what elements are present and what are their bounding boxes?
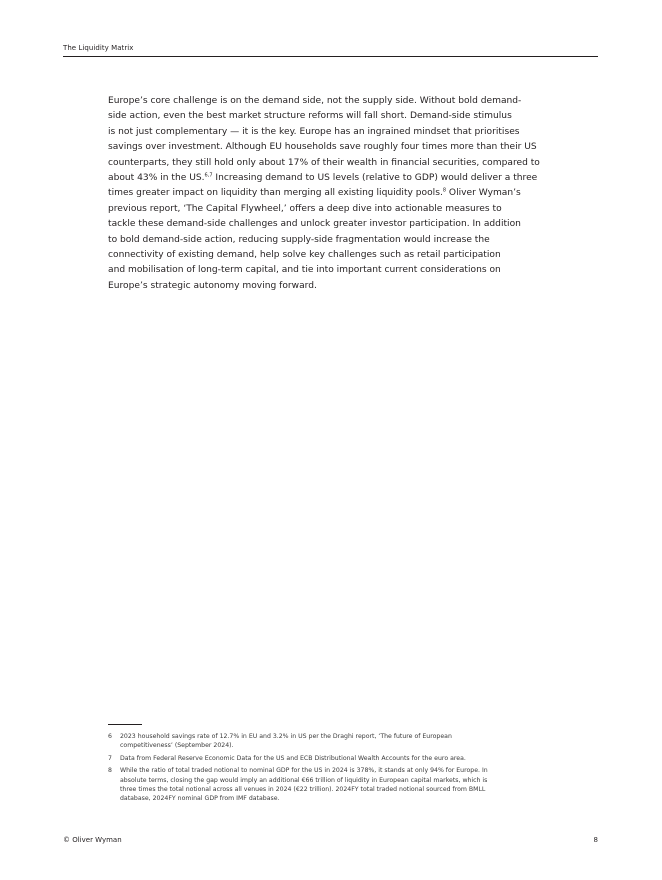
footnote-line: absolute terms, closing the gap would imply an additional €66 trillion of liquidity in European capital markets, which is [120, 776, 488, 784]
body-line: previous report, ‘The Capital Flywheel,’ offers a deep dive into actionable measures to [108, 203, 502, 214]
body-line-part: Increasing demand to US levels (relative to GDP) would deliver a three [212, 173, 538, 184]
page-number: 8 [593, 836, 598, 844]
body-line: tackle these demand-side challenges and unlock greater investor participation. In addition [108, 219, 521, 230]
body-line-with-ref [108, 186, 553, 201]
footnote-ref-8[interactable]: 8 [442, 187, 447, 194]
footnote-line: While the ratio of total traded notional to nominal GDP for the US in 2024 is 378%, it stands at only 94% for Europe. In [120, 767, 488, 775]
footnote-line: 2023 household savings rate of 12.7% in EU and 3.2% in US per the Draghi report, ‘The future of European [120, 733, 452, 740]
body-line-part: about 43% in the US. [108, 173, 205, 184]
footnote-6 [108, 732, 553, 751]
body-line: savings over investment. Although EU households save roughly four times more than their US [108, 142, 537, 153]
footnote-number: 7 [108, 754, 112, 762]
footnote-7 [108, 754, 553, 763]
body-line: Europe’s core challenge is on the demand side, not the supply side. Without bold demand- [108, 96, 522, 106]
footnote-line: competitiveness’ (September 2024). [120, 742, 234, 750]
footer-copyright: © Oliver Wyman [63, 836, 122, 844]
body-line-part: Oliver Wyman’s [446, 188, 521, 199]
body-line-part: times greater impact on liquidity than merging all existing liquidity pools. [108, 188, 443, 199]
body-line: is not just complementary — it is the key. Europe has an ingrained mindset that prioritises [108, 126, 520, 137]
footnote-line: Data from Federal Reserve Economic Data for the US and ECB Distributional Wealth Accounts for the euro area. [120, 754, 466, 762]
running-header: The Liquidity Matrix [63, 44, 134, 52]
footnote-ref-6-7[interactable]: 6,7 [204, 172, 213, 179]
footnote-8 [108, 766, 553, 804]
footnote-line: database, 2024FY nominal GDP from IMF database. [120, 795, 280, 803]
footnotes [108, 732, 553, 807]
body-paragraph [108, 94, 553, 294]
body-line: side action, even the best market structure reforms will fall short. Demand-side stimulus [108, 111, 512, 122]
body-line: to bold demand-side action, reducing supply-side fragmentation would increase the [108, 234, 490, 245]
footnote-line: three times the total notional across all venues in 2024 (€22 trillion). 2024FY total traded notional sourced from BMLL [120, 786, 486, 794]
body-line: connectivity of existing demand, help solve key challenges such as retail participation [108, 250, 501, 261]
footnote-number: 8 [108, 767, 112, 775]
header-divider [63, 56, 598, 57]
body-line: counterparts, they still hold only about 17% of their wealth in financial securities, compared to [108, 157, 540, 168]
body-line: Europe’s strategic autonomy moving forward. [108, 280, 317, 291]
footnote-number: 6 [108, 733, 112, 740]
footnote-divider [108, 724, 142, 725]
body-line: and mobilisation of long-term capital, and tie into important current considerations on [108, 265, 501, 276]
body-line-with-refs [108, 171, 553, 186]
